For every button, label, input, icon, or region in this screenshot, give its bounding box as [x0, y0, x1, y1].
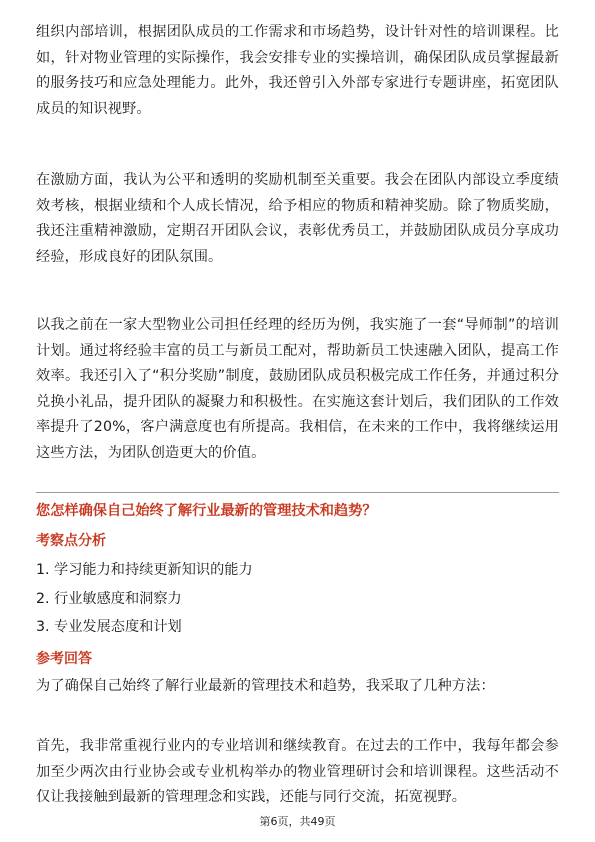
answer-paragraph-intro: 为了确保自己始终了解行业最新的管理技术和趋势，我采取了几种方法：: [36, 678, 495, 694]
analysis-list: [36, 556, 559, 642]
body-paragraph-incentive: 在激励方面，我认为公平和透明的奖励机制至关重要。我会在团队内部设立季度绩效考核，根据业绩和个人成长情况，给予相应的物质和精神奖励。除了物质奖励，我还注重精神激励，定期召开团队会议，表彰优秀员工，并鼓励团队成员分享成功经验，形成良好的团队氛围。: [36, 172, 559, 265]
question-heading: 您怎样确保自己始终了解行业最新的管理技术和趋势？: [36, 503, 377, 519]
list-item: 1. 学习能力和持续更新知识的能力: [36, 562, 253, 578]
list-item: 3. 专业发展态度和计划: [36, 619, 182, 635]
section-divider: [36, 492, 559, 493]
list-item: 2. 行业敏感度和洞察力: [36, 590, 182, 607]
body-paragraph-example: 以我之前在一家大型物业公司担任经理的经历为例，我实施了一套“导师制”的培训计划。通过将经验丰富的员工与新员工配对，帮助新员工快速融入团队，提高工作效率。我还引入了“积分奖励”制度，鼓励团队成员积极完成工作任务，并通过积分兑换小礼品，提升团队的凝聚力和积极性。在实施这套计划后，我们团队的工作效率提升了20%，客户满意度也有所提高。我相信，在未来的工作中，我将继续运用这些方法，为团队创造更大的价值。: [36, 317, 559, 461]
document-page: [36, 0, 559, 842]
body-paragraph-training: 组织内部培训，根据团队成员的工作需求和市场趋势，设计针对性的培训课程。比如，针对物业管理的实际操作，我会安排专业的实操培训，确保团队成员掌握最新的服务技巧和应急处理能力。此外，我还曾引入外部专家进行专题讲座，拓宽团队成员的知识视野。: [36, 24, 559, 117]
analysis-title: 考察点分析: [36, 533, 106, 549]
page-footer: 第6页，共49页: [259, 815, 336, 828]
answer-title: 参考回答: [36, 651, 92, 667]
answer-paragraph-first: 首先，我非常重视行业内的专业培训和继续教育。在过去的工作中，我每年都会参加至少两次由行业协会或专业机构举办的物业管理研讨会和培训课程。这些活动不仅让我接触到最新的管理理念和实践，还能与同行交流，拓宽视野。: [36, 738, 559, 805]
